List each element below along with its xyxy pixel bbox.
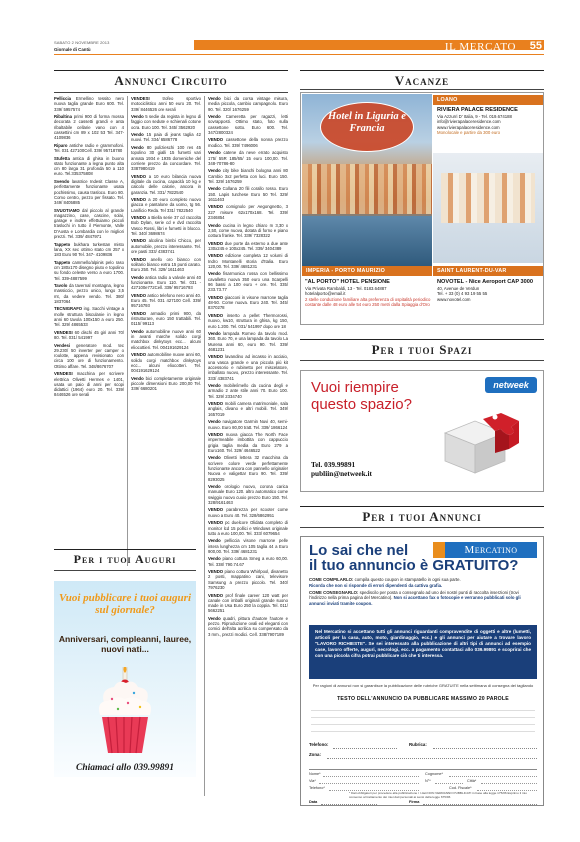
spazi-rule-top bbox=[300, 339, 544, 340]
ad-text: piano cottura Whirlpool, divanetto 2 posti, mappatino cani, televisore Samsung a prezzo piccolo. Tel. 340/ 7976230 bbox=[208, 569, 288, 591]
ad-lead: Vendo bbox=[208, 484, 221, 490]
ad-text: ing. Sacchi vintage a molle struttura bisculanie in legno anni 60 tavola 100x150 a euro 250. Tel. 329/ 4865533 bbox=[54, 306, 124, 328]
ad-lead: VENDO bbox=[131, 173, 147, 179]
mercatino-accent bbox=[433, 542, 445, 558]
classified-ad bbox=[208, 401, 288, 417]
ad-lead: VENDO bbox=[208, 432, 224, 437]
ad-lead: Riparo bbox=[54, 142, 68, 148]
numero-label: N°* bbox=[425, 779, 431, 783]
riviera-website[interactable]: www.rivierapalaceresidence.com bbox=[437, 124, 500, 130]
ricorda-note bbox=[309, 583, 537, 588]
vacanze-rule-top bbox=[300, 70, 544, 71]
spazi-ad bbox=[300, 370, 544, 492]
ad-lead: VENDO bbox=[208, 240, 224, 246]
via-label: Via* bbox=[309, 779, 316, 783]
classified-ad bbox=[208, 96, 288, 112]
annunci-rule-top bbox=[300, 506, 544, 507]
novotel-name: NOVOTEL - Nice Aeroport CAP 3000 bbox=[437, 279, 533, 285]
ad-lead: VENDO bbox=[131, 352, 147, 358]
ad-text: dal piccolo al grande magazzino, case, cascine, solai, garage e inoltre effettuiamo piccoli traslochi in tutto il Piemonte, Valle D'Aosta e Lombardia con le migliori prezzi. Tel. 339/ 4847971 bbox=[54, 207, 124, 240]
ad-text: lavatrice Indesit Classe A, perfettamente funzionante usata pochissimo, causa trasloco. Euro 80. Como centro, pezzo per fissato. Tel. 349/ 8405885 bbox=[54, 178, 124, 206]
issue-date: SABATO 2 NOVEMBRE 2013 bbox=[54, 40, 110, 45]
ad-text: armadio primi 900, da ristrutturare, euro 150 trattabili. Tel. 0115/ 99113 bbox=[131, 310, 201, 327]
novotel-info bbox=[437, 279, 543, 302]
ad-text: edizione completa 12 volumi di Indro Montanelli storia d'Italia. Euro 120,00. Tel. 339/ 4681231 bbox=[208, 253, 288, 269]
ad-lead: Vendo bbox=[131, 144, 144, 150]
classified-ad bbox=[131, 145, 201, 171]
classified-ad bbox=[208, 455, 288, 481]
ad-text: mobili camera matrimoniale, sala anglais, divano e altri mobili. Tel. 349/ 1657019 bbox=[208, 401, 288, 417]
cupcake-icon bbox=[94, 667, 156, 755]
ad-text: antico telefono nero anni 40. Euro 45. Tel. 031 427100 Cell. 339/ 95716793 bbox=[131, 292, 201, 309]
ad-lead: Vendo bbox=[131, 375, 144, 381]
ad-text: nuova giacca The North Face impermeabile imbottita con cappuccio grigia taglia media da Euro 279 a Euro160. Tel. 329/ 4646522 bbox=[208, 432, 288, 453]
spazi-rule-bottom bbox=[300, 360, 544, 361]
ad-text: cucina in legno chiaro m 3,30 x 2,50, come nuova, dotata di forno e piano cottura franke. Tel. 339/ 7328322 bbox=[208, 222, 288, 239]
ad-text: primi 900 di forma mossa decorata 2 cassetti grandi e anta ribaltabile cellarie vano con 4 cassettini cm 89 x 102 53 Tel. 347- 4109836 bbox=[54, 114, 124, 141]
ad-lead: Tappeto bbox=[54, 259, 71, 265]
novotel-phone: Tel. + 33 (0) 4 93 19 55 55 bbox=[437, 291, 488, 297]
classified-ad bbox=[54, 371, 124, 397]
come-consegnarlo-warning: Non si accettano fax o fotocopie e verranno pubblicati solo gli annunci inviati tramite coupon. bbox=[309, 595, 521, 606]
ad-text: due porte da esterno a due ante 130x245 e 100x245. Tel. 339/ 3404389 bbox=[208, 240, 288, 251]
classified-ad bbox=[208, 616, 288, 637]
classified-ad bbox=[54, 306, 124, 327]
classified-ad bbox=[208, 253, 288, 269]
ad-lead: VENDO bbox=[208, 401, 224, 407]
ad-text: bici completamente originale piccole dimensioni Euro 200,00 Tel. 339/ 6680201 bbox=[131, 375, 201, 392]
via-line[interactable] bbox=[319, 783, 419, 784]
ad-lead: VENDO bbox=[131, 238, 147, 244]
ad-text: Ermellino tessito nero nuova taglia grande Euro 600. Tel. 339/ 5957574 bbox=[54, 96, 124, 112]
classified-ad bbox=[54, 242, 124, 258]
mercatino-notice: Nel Mercatino si accettano tutti gli annunci riguardanti compravendite di oggetti e altre (lumetti, articoli per la casa, auto, moto, giardinaggio, ecc.) e gli annunci per aiutare a trovare lavoro "LAVORO RICHIESTE". Se sei interessato alla pubblicazione di altri tipi di annunci ad esempio case, lavoro offerte, auguri, necrologi, ecc. a pagamento contattaci allo 039.99891 e scoprirai che con una piccola cifra potrai pubblicare ciò che ti interessa. bbox=[309, 625, 537, 679]
ad-lead: VENDO bbox=[208, 569, 224, 575]
ad-text: giacconi in visone marrone taglia 48-50. Come nuova. Euro 240. Tel. 345/ 8370278 bbox=[208, 294, 288, 311]
ad-text: alcolina bimbi Chicco, per automobile, prezzo interessante. Tel. ore pasti 333/ 4383741 bbox=[131, 238, 201, 255]
come-compilarlo-text: compila questo coupon in stampatello in ogni sua parte. bbox=[354, 577, 461, 582]
ad-lead: VENDO bbox=[131, 256, 147, 262]
classified-ad bbox=[54, 283, 124, 304]
signature-row bbox=[309, 800, 537, 807]
ad-text: pelliccia visone marrone pelle intera lunghezza cm 105 taglia 44 a Euro 900,00. Tel. 339/ 4681231 bbox=[208, 538, 288, 554]
ad-text: anello oro bianco con solitario bianco extra 15 punti carato. Euro 250. Tel. 329/ 1611463 bbox=[131, 256, 201, 273]
coupon-headline-2: il tuo annuncio è GRATUITO? bbox=[309, 557, 519, 574]
ad-lead: VENDO bbox=[131, 215, 147, 221]
disclaimer-note: Per ragioni di annunci non si garantisce la pubblicazione delle rubriche GRATUITE nella settimana di consegna del tagliando bbox=[312, 683, 534, 688]
ad-text: generatore mod. tec 29.230/ 50 inverter per camper o roulotte, appena revisionato con circa 100 ore di funzionamento. Ottimo affare. Tel. 348/8676707 bbox=[54, 342, 124, 369]
personal-data-grid bbox=[309, 769, 537, 799]
ad-lead: Ribaltina bbox=[54, 114, 72, 120]
classified-ad bbox=[131, 275, 201, 291]
ad-text: fisarmonica rossa con bellissimo cavalletto nuova 350 euro una Scarpelli 96 bassi a 100 euro + ore. Tel. 335/ 233.73.77 bbox=[208, 271, 288, 293]
classified-ad bbox=[208, 593, 288, 614]
classified-ad bbox=[131, 257, 201, 273]
vacanze-ad bbox=[300, 92, 544, 325]
band-loano: LOANO bbox=[433, 95, 543, 105]
classified-ad bbox=[131, 329, 201, 350]
puzzle-icon bbox=[435, 409, 529, 481]
ad-text: 15 paia di jeans taglia 42 nuovi. Tel. 334/ 6586778 bbox=[131, 132, 201, 143]
riviera-email[interactable]: info@rivierapalaceresidence.com bbox=[437, 119, 501, 125]
privacy-note: * Dati obbligatori per procedere alla pubblicazione / I dati NON VERRANNO PUBBLICATI in base alla legge 175/06 Esprimo il mio consenso al trattamento dei miei dati personali ai sensi della legge 675/96 bbox=[349, 791, 527, 799]
classified-ad bbox=[54, 179, 124, 205]
novotel-address: 40, Avenue de Verdun bbox=[437, 286, 480, 291]
ad-lead: Vendo bbox=[208, 615, 221, 621]
classified-ad bbox=[208, 419, 288, 430]
auguri-rule-top bbox=[54, 549, 196, 550]
data-label: Data bbox=[309, 800, 318, 804]
ad-text: comignolo per Aegongnetto, 3 227 misure 62x170x168. Tel. 339/ 2346854 bbox=[208, 204, 288, 221]
classified-ad bbox=[131, 311, 201, 327]
annunci-rule-bottom bbox=[300, 527, 544, 528]
ad-lead: Vendo bbox=[208, 556, 221, 562]
ad-text: inserto a pellet Thermorossi, nuovo, kw10, struttura in ghisa, kg 150, euro 1.200. Tel. 031/ 541997 dopo ore 18 bbox=[208, 312, 288, 329]
ad-lead: Vendo bbox=[208, 186, 221, 192]
porto-address: Via Privata Rambaldi, 13 - Tel. 0183.64887 bbox=[305, 286, 387, 291]
classified-ad bbox=[208, 295, 288, 311]
ad-text: a 10 euro bilancia nuova digitale da cucina, capacità 10 kg e calcolo delle calorie, ancora in garanzia. Tel. 331/ 7822540 bbox=[131, 173, 201, 195]
ad-text: bukhara turkestan misto lana, XX sec ottimo stato cm 257 x 183 Euro 90 Tel. 347- 4109836 bbox=[54, 241, 124, 258]
classified-ad bbox=[54, 156, 124, 177]
classified-ad bbox=[54, 330, 124, 341]
come-consegnarlo-text: spediscilo per posta o consegnalo ad uno dei nostri punti di raccolta inserzioni (trovi l'indirizzo nella prima pagina del Mercatino). bbox=[309, 590, 519, 601]
netweek-logo: netweek bbox=[485, 377, 537, 393]
mercatino-logo: Mercatino bbox=[445, 542, 537, 558]
ad-lead: VENDO bbox=[131, 196, 147, 202]
ad-text: antica radio a valvole anni 40 funzionante. Euro 110. Tel. 031 - 427100e772Cell. 339/ 95716793 bbox=[131, 274, 201, 291]
ad-text: Collana 20 fili corallo rosso. Euro 150. Lapis turchese Euro 50 Tel. 329/ 1611463 bbox=[208, 186, 288, 202]
ad-lead: Vendo bbox=[208, 222, 221, 228]
classified-ad bbox=[208, 114, 288, 135]
spazi-email[interactable]: publiin@netweek.it bbox=[311, 469, 372, 478]
telefono-label: Telefono: bbox=[309, 742, 329, 747]
ad-lead: Vendo bbox=[131, 274, 144, 280]
ad-lead: SVUOTIAMO bbox=[54, 207, 80, 213]
ad-text: pc duelcore Olidata completo di monitor lcd 15 pollici e Windows originale tutto a euro 100,00. Tel. 333/ 6079654 bbox=[208, 520, 288, 536]
auguri-promo bbox=[54, 581, 196, 777]
come-consegnarlo-label: COME CONSEGNARLO: bbox=[309, 590, 359, 595]
ad-lead: Vendo bbox=[208, 96, 221, 101]
ad-lead: VENDESI bbox=[54, 371, 73, 377]
ad-text: 5 sedie da regista in legno di faggio con sedute e schienali cotone ocra. Euro 100. Tel. 345/ 3562920 bbox=[131, 114, 201, 130]
ad-text: city bike bianchi bologna anni 80 Cambio 3x2 perfetta con luci. Euro 150. Tel. 329/ 1676259 bbox=[208, 168, 288, 184]
ad-lead: Vendo bbox=[131, 132, 144, 138]
ad-lead: Vendo bbox=[208, 114, 221, 120]
classified-ad bbox=[131, 215, 201, 236]
citta-label: Città* bbox=[467, 779, 477, 783]
riviera-info bbox=[437, 107, 543, 136]
ad-lead: Tappeto bbox=[54, 241, 71, 247]
ad-text: 80 polizieschi 100 res 45 topolino 30 gialli 15 fumetti vari annata 1934 e 1935 domeniche del corriere prezzo da concordare. Tel. 3387980419 bbox=[131, 144, 201, 172]
ad-lead: VENDO bbox=[208, 253, 224, 259]
classified-ad bbox=[208, 168, 288, 184]
nome-label: Nome* bbox=[309, 772, 321, 776]
annuncio-coupon bbox=[300, 536, 544, 806]
spazi-headline: Vuoi riempire questo spazio? bbox=[311, 379, 412, 413]
circuito-rule-bottom bbox=[54, 92, 288, 93]
ad-lead: VENDO bbox=[208, 204, 224, 210]
ad-lead: VENDO bbox=[131, 292, 147, 298]
ad-text: lampada Romeo da tavolo mod. 360. Euro 70, e una lampada da tavolo La Murena anni 60, euro 90. Tel. 339/ 4681231 bbox=[208, 331, 288, 352]
porto-info bbox=[305, 279, 431, 308]
porto-name: "AL PORTO" HOTEL PENSIONE bbox=[305, 279, 390, 285]
newspaper-name: Giornale di Cantù bbox=[54, 47, 91, 52]
classified-ad bbox=[208, 507, 288, 518]
auguri-subline: Anniversari, compleanni, lauree, nuovi nati... bbox=[58, 634, 192, 654]
ad-text: Olivetti lettera 32 macchina da scrivere colore verde perfettamente funzionante ancora con pannello originale! Nuova e valigetta! Euro 90. Tel. 339/ 8293025 bbox=[208, 455, 288, 482]
ad-text: piano cottura Smeg a euro 60,00. Tel. 338/ 790.74.67 bbox=[208, 556, 288, 567]
classified-ad bbox=[208, 313, 288, 329]
ad-text: automobiline nuove anni 60, solido corgi matchbox dinkytoys ecc... alcuni eliocotteri. Tel. 004191629124 bbox=[131, 352, 201, 374]
classified-ad bbox=[54, 96, 124, 112]
ad-text: prof finale career 120 watt per canale con imballi originali grande suono made in Usa Euro 250 la coppia. Tel. 011/ 5662251 bbox=[208, 592, 288, 614]
ad-lead: VENDESI bbox=[54, 329, 73, 335]
classified-ad bbox=[208, 569, 288, 590]
ad-lead: VENDO bbox=[208, 507, 224, 513]
classified-ad bbox=[131, 238, 201, 254]
ad-text: trofeo sportivo motociclistico anni 50 euro 20. Tel. 339/ 8446526 ore serali bbox=[131, 96, 201, 112]
data-line[interactable] bbox=[321, 804, 377, 805]
ad-text: antica di ghisa in buono stato funzionante a legna punto alta cm 80 larga 31 profonda 50 a 110 euro. Tel.335375808 bbox=[54, 155, 124, 177]
numero-line[interactable] bbox=[435, 783, 463, 784]
ad-lead: Svendo bbox=[54, 178, 70, 184]
classified-ad bbox=[131, 114, 201, 130]
riviera-note: Monolocale e partire da 300 euro bbox=[437, 130, 501, 136]
vacanze-rule-bottom bbox=[300, 89, 544, 90]
ad-text: antiche radio e grammofoni. Tel. 031 427100Cell. 339/ 95718780 bbox=[54, 142, 124, 154]
band-imperia: IMPERIA - PORTO MAURIZIO bbox=[302, 266, 432, 276]
ad-lead: Vendo bbox=[208, 150, 221, 156]
ad-text: bici da corsa vintage misura, media piccola, cambio campagnolo. Euro 90. Tel. 320/ 1676259 bbox=[208, 96, 288, 112]
ad-text: mobile/imello da cucina degli e armadio 2 ante stile anni 70. Euro 100. Tel. 329/ 2334740 bbox=[208, 383, 288, 399]
classified-ad bbox=[208, 137, 288, 148]
hotel-logo: Hotel in Liguria e Francia bbox=[320, 102, 414, 152]
column-divider bbox=[127, 96, 128, 566]
ad-lead: Vendo bbox=[208, 331, 221, 337]
classified-ad bbox=[208, 150, 288, 166]
ricorda-text: Ricorda che non si risponde di errori dipendenti da cattiva grafia. bbox=[309, 583, 443, 588]
classified-ad bbox=[208, 432, 288, 453]
novotel-website[interactable]: www.novotel.com bbox=[437, 296, 471, 302]
ad-text: 60 dischi 45 giri anni 70/ 80. Tel. 031/ 541997 bbox=[54, 329, 124, 341]
cognome-label: Cognome* bbox=[425, 772, 443, 776]
classified-ad bbox=[208, 204, 288, 220]
classified-ad bbox=[131, 352, 201, 373]
classified-ad bbox=[131, 96, 201, 112]
firma-line[interactable] bbox=[423, 804, 537, 805]
firma-label: Firma bbox=[409, 800, 420, 804]
ad-lead: Vendo bbox=[208, 419, 221, 425]
ad-text: catene da neve errato acquisto 175/ 55R 185/65/ 15 euro 100,00. Tel. 348-70786-80 bbox=[208, 150, 288, 166]
ad-lead: Vendo bbox=[208, 168, 221, 174]
telefono2-label: Telefono* bbox=[309, 786, 325, 790]
classified-ad bbox=[208, 186, 288, 202]
section-title-vacanze: Vacanze bbox=[394, 73, 450, 88]
ad-lead: VENDO bbox=[208, 294, 224, 300]
classified-ad bbox=[208, 331, 288, 352]
band-saint-laurent: SAINT LAURENT-DU-VAR bbox=[433, 266, 543, 276]
classified-ad bbox=[54, 260, 124, 281]
ad-text: navigatore Garmin Nuvi 40, semi-nuovo. Euro 80,00 tratt. Tel. 339/ 1866124 bbox=[208, 419, 288, 430]
zona-label: Zona: bbox=[309, 752, 321, 757]
ad-text: parabrezza per scooter come nuovo a Euro 40. Tel. 328/6862951 bbox=[208, 507, 288, 518]
auguri-phone: Chiamaci allo 039.99891 bbox=[76, 763, 174, 773]
ad-lead: Stufetta bbox=[54, 155, 70, 161]
classified-ad bbox=[54, 114, 124, 140]
section-title-annunci: Per i tuoi Annunci bbox=[362, 509, 482, 524]
ad-text: automobiline nuove anni 60 in avanti marche solido corgi matchbox dinkytoys ecc... alcuni eliocottieri. Tel. 004191629124 bbox=[131, 328, 201, 350]
come-compilarlo bbox=[309, 577, 537, 582]
section-title-spazi: Per i tuoi Spazi bbox=[371, 342, 473, 357]
section-band bbox=[194, 40, 544, 53]
ad-lead: Vendo bbox=[208, 383, 221, 389]
auguri-rule-bottom bbox=[54, 570, 196, 571]
telefono-field[interactable] bbox=[309, 742, 537, 750]
page-header bbox=[54, 40, 544, 66]
ad-text: da tavernal montagna, legno massiccio, pezzo unico, lungo 3,5 mt, da vedere vendo. Tel. 380/ 1837064 bbox=[54, 283, 124, 304]
ad-lead: VENDO bbox=[208, 592, 224, 598]
spazi-phone: Tel. 039.99891 bbox=[311, 460, 356, 469]
classified-ad bbox=[208, 354, 288, 380]
ad-lead: Vendesi bbox=[54, 342, 71, 348]
ad-text: lavandino ad incasso in acciaio, una vasca grande e una piccola più kit accessorio e rubinetto per miscelatore, imballato nuovo, prezzo interessante. Tel. 333/ 4383741 bbox=[208, 354, 288, 381]
classified-ad bbox=[131, 197, 201, 213]
testo-title: TESTO DELL'ANNUNCIO DA PUBBLICARE MASSIMO 20 PAROLE bbox=[337, 696, 509, 702]
classified-ad bbox=[54, 343, 124, 369]
section-title-auguri: Per i tuoi Auguri bbox=[73, 552, 177, 566]
ad-lead: Tavolo bbox=[54, 283, 68, 288]
come-compilarlo-label: COME COMPILARLO: bbox=[309, 577, 354, 582]
classified-ad bbox=[208, 241, 288, 252]
coupon-headline-1: Lo sai che nel bbox=[309, 542, 409, 559]
riviera-address: Via Azzurri D' Italia, 9 - Tel. 019.674188 bbox=[437, 114, 512, 119]
ad-lead: Vendo bbox=[131, 114, 144, 120]
ad-text: orologio nuovo, corona carica manuale Euro 120. altro automatico come swiggio nuovo cuoio prezzo Euro 150. Tel. 328/9161463 bbox=[208, 484, 288, 505]
classified-ad bbox=[208, 271, 288, 292]
rubrica-label: Rubrica: bbox=[409, 742, 427, 747]
riviera-photo bbox=[302, 94, 432, 266]
section-name: IL MERCATO bbox=[444, 41, 516, 53]
classified-ad bbox=[208, 520, 288, 536]
ad-lead: Vendo bbox=[208, 271, 221, 277]
ad-text: Cameretta per ragazzi, letti sovrapposti. Ottimo stato, foto sulla cassettone sotto. Euro 600. Tel. 347/2800324 bbox=[208, 114, 288, 135]
spazi-contact bbox=[311, 460, 372, 478]
ad-lead: VENDO bbox=[208, 354, 224, 360]
ad-lead: VENDO bbox=[208, 137, 224, 143]
classified-ad bbox=[208, 383, 288, 399]
ad-text: macchina per scrivere elettrica Olivetti Hermes e 1401, usata un paio di anni per scopi didattici (1964) euro 20. Tel. 339/ 8446526 ore serali bbox=[54, 371, 124, 398]
classified-ad bbox=[131, 174, 201, 195]
page-number: 55 bbox=[529, 40, 542, 52]
ad-text: cassettone della nonna prezzo modico. Tel. 339/ 7496006 bbox=[208, 137, 288, 148]
ad-lead: Vendo bbox=[208, 455, 221, 461]
classified-ad bbox=[131, 376, 201, 392]
ad-lead: TECNIGRAFO bbox=[54, 306, 83, 312]
section-title-circuito: Annunci Circuito bbox=[114, 73, 228, 88]
classified-ad bbox=[208, 538, 288, 554]
ad-lead: Vendo bbox=[131, 328, 144, 334]
classified-ad bbox=[131, 293, 201, 309]
ad-lead: VENDESI bbox=[131, 96, 150, 101]
ad-text: a Biella serie 37 cd raccolta Bob Dylan, serie cd e dvd raccolta Vasco Rossi, libri e fumetti in blocco. Tel. 340/ 3698674 bbox=[131, 215, 201, 236]
classified-ad bbox=[131, 132, 201, 143]
header-rule bbox=[54, 54, 544, 55]
column-divider bbox=[204, 96, 205, 796]
porto-note: 2 stelle conduzione familiare alta preferenza di ospitalità periodico costante dalle 48 euro alle 54 euro 250 metri dalla Spiaggia d'Oro bbox=[305, 296, 431, 308]
ad-text: cammello/alpinis pelo raso cm 180x170 disegno piuto e topolino su fondo celeste verso a euro 1700. Tel. 339-4887599 bbox=[54, 259, 124, 281]
classified-ad bbox=[208, 223, 288, 239]
come-consegnarlo bbox=[309, 590, 537, 606]
porto-email[interactable]: hotelalporto@email.it bbox=[305, 291, 346, 297]
classified-ad bbox=[54, 208, 124, 240]
classified-ad bbox=[54, 143, 124, 154]
riviera-building-photo bbox=[433, 153, 543, 263]
cognome-line[interactable] bbox=[449, 776, 537, 777]
ad-text-lines[interactable] bbox=[311, 704, 535, 738]
codfisc-label: Cod. Fiscale* bbox=[449, 786, 472, 790]
nome-line[interactable] bbox=[323, 776, 419, 777]
ad-lead: VENDO bbox=[208, 520, 224, 526]
auguri-headline: Vuoi pubblicare i tuoi auguri sul giornale? bbox=[58, 592, 192, 616]
ad-lead: Vendo bbox=[208, 538, 221, 544]
citta-line[interactable] bbox=[481, 783, 537, 784]
circuito-column-1 bbox=[54, 96, 124, 566]
ad-lead: Pelliccia bbox=[54, 96, 72, 101]
ad-text: quadri, pittura d'autore l'autore e pezzo. Riproduzione ovali ed eleganti con cornici dell'alta acrilica su compensato da 3 mm., prezzi modici. Cell. 338/7907189 bbox=[208, 615, 288, 637]
classified-ad bbox=[208, 484, 288, 505]
circuito-rule-top bbox=[54, 70, 288, 71]
ad-lead: VENDO bbox=[131, 310, 147, 316]
classified-ad bbox=[208, 556, 288, 567]
zona-field[interactable] bbox=[309, 752, 537, 760]
circuito-column-3 bbox=[208, 96, 288, 796]
riviera-name: RIVIERA PALACE RESIDENCE bbox=[437, 107, 518, 113]
ad-text: a 20 euro completo nuovo giacca e pantalone da uomo, tg 56. Lanificio Reda. Tel 331/ 7822540 bbox=[131, 196, 201, 213]
ad-lead: VENDO bbox=[208, 312, 224, 318]
